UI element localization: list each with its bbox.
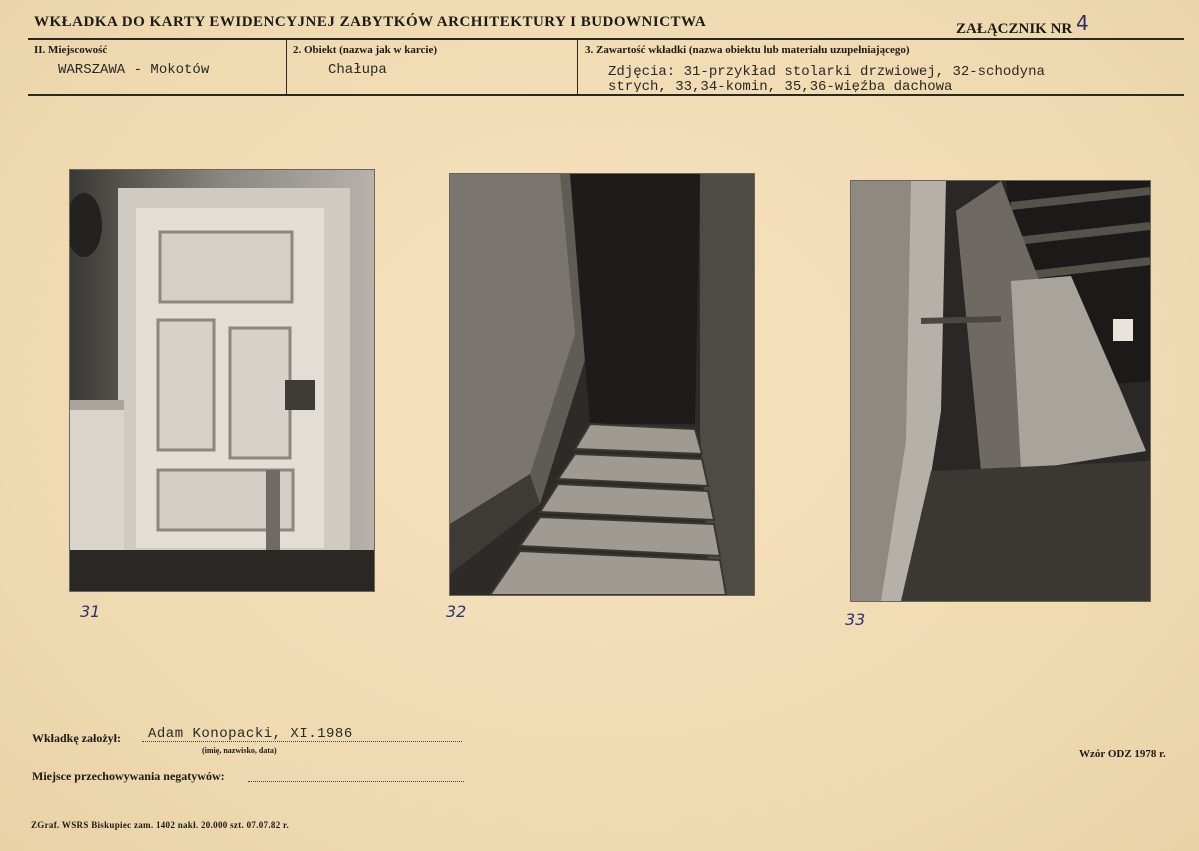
annex-label — [956, 11, 1089, 38]
annex-number: 4 — [1076, 11, 1089, 35]
photo-number-31: 31 — [80, 602, 101, 621]
object-label: 2. Obiekt (nazwa jak w karcie) — [293, 44, 438, 56]
column-divider-2 — [577, 40, 578, 94]
photo-number-32: 32 — [446, 602, 467, 621]
content-line-2: strych, 33,34-komin, 35,36-więźba dachowa — [608, 79, 953, 92]
chimney-photo-image — [851, 181, 1150, 601]
negatives-storage-dotted-line — [248, 781, 464, 782]
photo-number-33: 33 — [845, 610, 866, 629]
template-version: Wzór ODZ 1978 r. — [1079, 748, 1166, 760]
place-label: II. Miejscowość — [34, 44, 108, 56]
created-by-dotted-line — [142, 741, 462, 742]
content-line-1: Zdjęcia: 31-przykład stolarki drzwiowej, 32-schodyna — [608, 64, 1045, 80]
printer-imprint: ZGraf. WSRS Biskupiec zam. 1402 nakł. 20.000 szt. 07.07.82 r. — [31, 820, 290, 830]
content-label: 3. Zawartość wkładki (nazwa obiektu lub materiału uzupełniającego) — [585, 44, 910, 56]
object-value: Chałupa — [328, 62, 387, 78]
annex-label-text: ZAŁĄCZNIK NR — [956, 21, 1073, 37]
photo-stairs — [450, 174, 754, 595]
created-by-value: Adam Konopacki, XI.1986 — [148, 726, 353, 742]
negatives-storage-label: Miejsce przechowywania negatywów: — [32, 769, 225, 783]
stairs-photo-image — [450, 174, 754, 595]
column-divider-1 — [286, 40, 287, 94]
photo-door — [70, 170, 374, 591]
door-photo-image — [70, 170, 374, 591]
place-value: WARSZAWA - Mokotów — [58, 62, 210, 78]
created-by-hint: (imię, nazwisko, data) — [202, 746, 277, 755]
header-rule-top — [28, 38, 1184, 40]
photo-chimney — [851, 181, 1150, 601]
created-by-label: Wkładkę założył: — [32, 731, 121, 745]
document-title: WKŁADKA DO KARTY EWIDENCYJNEJ ZABYTKÓW ARCHITEKTURY I BUDOWNICTWA — [34, 14, 707, 30]
header-rule-bottom — [28, 94, 1184, 96]
